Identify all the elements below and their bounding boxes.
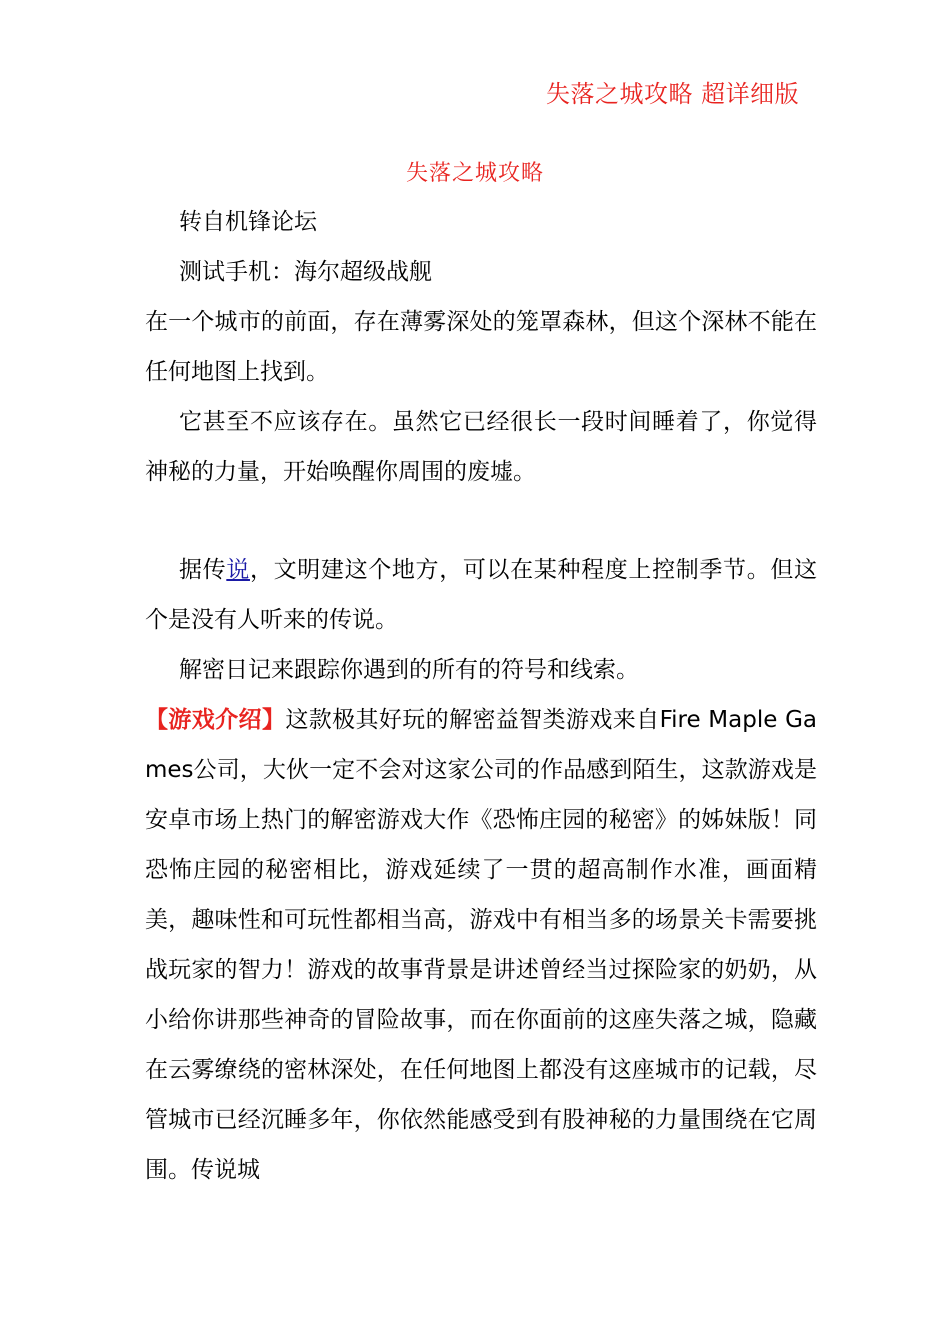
paragraph-4: 解密日记来跟踪你遇到的所有的符号和线索。	[179, 657, 639, 683]
paragraph-1: 在一个城市的前面，存在薄雾深处的笼罩森林，但这个深林不能在任何地图上找到。	[145, 309, 817, 385]
paragraph-3-rest: ，文明建这个地方，可以在某种程度上控制季节。但这个是没有人听来的传说。	[145, 557, 818, 633]
game-intro-text: 这款极其好玩的解密益智类游戏来自Fire Maple Games公司，大伙一定不会对这家公司的作品感到陌生，这款游戏是安卓市场上热门的解密游戏大作《恐怖庄园的秘密》的姊妹版！同恐怖庄园的秘密相比，游戏延续了一贯的超高制作水准，画面精美，趣味性和可玩性都相当高，游戏中有相当多的场景关卡需要挑战玩家的智力！游戏的故事背景是讲述曾经当过探险家的奶奶，从小给你讲那些神奇的冒险故事，而在你面前的这座失落之城，隐藏在云雾缭绕的密林深处，在任何地图上都没有这座城市的记载，尽管城市已经沉睡多年，你依然能感受到有股神秘的力量围绕在它周围。传说城	[145, 707, 818, 1183]
legend-link[interactable]: 说	[226, 557, 250, 583]
source-line: 转自机锋论坛	[179, 209, 317, 235]
game-intro-paragraph	[145, 695, 817, 1195]
header-title: 失落之城攻略 超详细版	[546, 80, 800, 108]
paragraph-3	[145, 545, 817, 645]
document-title: 失落之城攻略	[405, 161, 544, 186]
paragraph-2: 它甚至不应该存在。虽然它已经很长一段时间睡着了，你觉得神秘的力量，开始唤醒你周围的废墟。	[145, 409, 817, 485]
test-phone-line: 测试手机：海尔超级战舰	[179, 259, 432, 285]
game-intro-label: 【游戏介绍】	[145, 707, 286, 733]
paragraph-3-start: 据传	[179, 557, 227, 583]
